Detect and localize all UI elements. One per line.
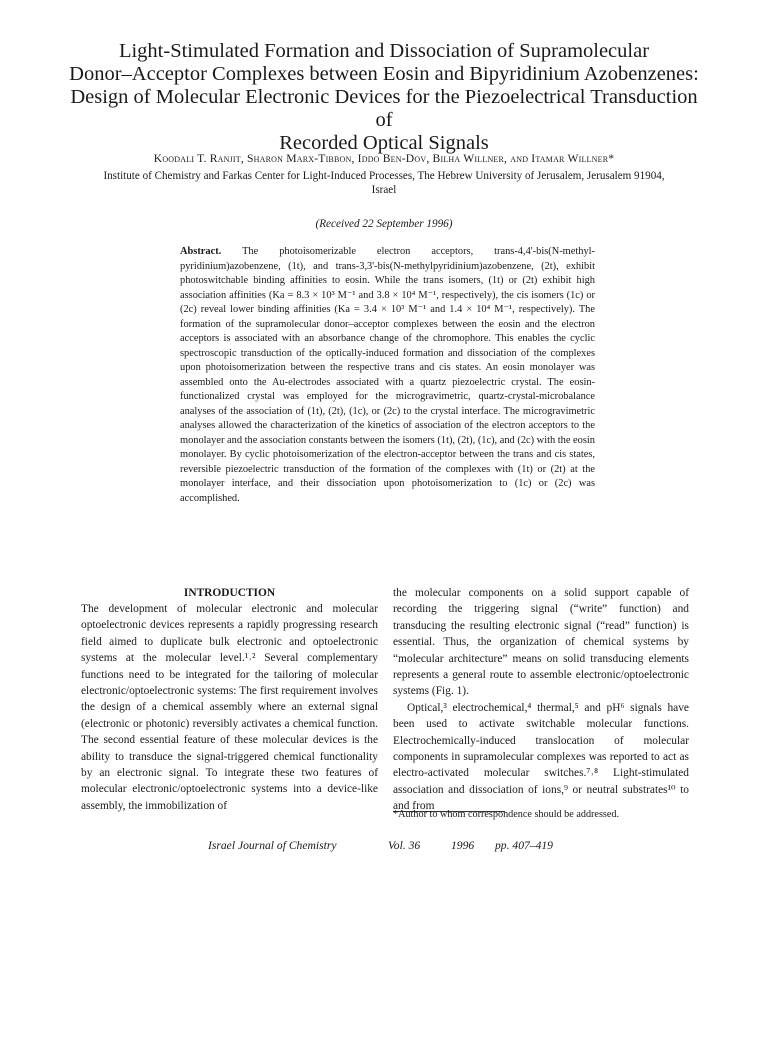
article-title	[60, 40, 708, 155]
affiliation-line: Institute of Chemistry and Farkas Center for Light-Induced Processes, The Hebrew University of Jerusalem, Jerusalem 91904,	[103, 170, 665, 182]
abstract	[180, 245, 595, 506]
affiliation-line: Israel	[371, 184, 397, 196]
left-column	[81, 585, 378, 814]
footer-journal: Israel Journal of Chemistry	[208, 839, 337, 852]
right-column	[393, 585, 689, 815]
intro-paragraph: The development of molecular electronic and molecular optoelectronic devices represents a rapidly progressing research field aimed to duplicate bulk electronic and optoelectronic systems at the molecular level.¹˒² Several complementary functions need to be integrated for the tailoring of molecular electronic/optoelectronic systems: The first requirement involves the design of a chemical assembly where an external signal (electronic or photonic) reversibly activates a chemical function. The second essential feature of these molecular devices is the ability to transduce the signal-triggered chemical functionality by an electronic signal. To integrate these two features of molecular electronic/optoelectronic systems into a device-like assembly, the immobilization of	[81, 603, 378, 812]
title-line: Light-Stimulated Formation and Dissociation of Supramolecular	[118, 40, 650, 62]
footer-volume: Vol. 36	[388, 839, 421, 852]
section-heading: INTRODUCTION	[183, 587, 276, 599]
abstract-label: Abstract.	[180, 246, 222, 257]
footer-pages: pp. 407–419	[495, 839, 553, 852]
footer-year: 1996	[451, 839, 475, 852]
abstract-text: The photoisomerizable electron acceptors, trans-4,4'-bis(N-methyl-pyridinium)azobenzene, (1t), and trans-3,3'-bis(N-methylpyridinium)azobenzene, (2t), exhibit photoswitchable binding affinities to eosin. While the trans isomers, (1t) or (2t) exhibit high association affinities (Ka = 8.3 × 10³ M⁻¹ and 3.8 × 10⁴ M⁻¹, respectively), the cis isomers (1c) or (2c) reveal lower binding affinities (Ka = 3.4 × 10³ M⁻¹ and 1.4 × 10⁴ M⁻¹, respectively). The formation of the supramolecular donor–acceptor complexes between the eosin and the electron acceptors is associated with an absorbance change of the chromophore. This enables the cyclic spectroscopic transduction of the optically-induced formation and dissociation of the complexes upon photoisomerization between the respective trans and cis states. An eosin monolayer was assembled onto the Au-electrodes associated with a quartz piezoelectric crystal. The eosin-functionalized crystal was employed for the microgravimetric, quartz-crystal-microbalance analyses of the association of (1t), (2t), (1c), or (2c) to the crystal interface. The microgravimetric analyses allowed the characterization of the kinetics of association of the electron acceptors to the monolayer and the association constants between the isomers (1t), (2t), (1c), and (2c) with the eosin monolayer. By cyclic photoisomerization of the electron-acceptor between the trans and cis states, reversible piezoelectric transduction of the formation of the complexes with (1t) or (2t) at the monolayer interface, and their dissociation upon photoisomerization to (1c) or (2c) was accomplished.	[180, 246, 595, 504]
intro-paragraph-continued: the molecular components on a solid support capable of recording the triggering signal (“write” function) and transducing the resulting electronic signal (“read” function) is essential. Thus, the organization of chemical systems by “molecular architecture” means on solid transducing elements represents a general route to assemble electronic/optoelectronic systems (Fig. 1).	[393, 587, 689, 698]
title-line: Recorded Optical Signals	[279, 132, 489, 154]
affiliation	[60, 169, 708, 197]
author-list: Koodali T. Ranjit, Sharon Marx-Tibbon, Iddo Ben-Dov, Bilha Willner, and Itamar Willner*	[153, 152, 615, 165]
intro-paragraph: Optical,³ electrochemical,⁴ thermal,⁵ and pH⁶ signals have been used to activate switchable molecular functions. Electrochemically-induced translocation of molecular components in supramolecular complexes was reported to act as electro-activated molecular switches.⁷˒⁸ Light-stimulated association and dissociation of ions,⁹ or neutral substrates¹⁰ to and from	[393, 701, 689, 813]
title-line: Donor–Acceptor Complexes between Eosin and Bipyridinium Azobenzenes:	[69, 63, 699, 85]
received-date: (Received 22 September 1996)	[315, 218, 453, 230]
title-line: Design of Molecular Electronic Devices for the Piezoelectrical Transduction of	[70, 86, 698, 131]
footnote: *Author to whom correspondence should be addressed.	[393, 809, 620, 820]
